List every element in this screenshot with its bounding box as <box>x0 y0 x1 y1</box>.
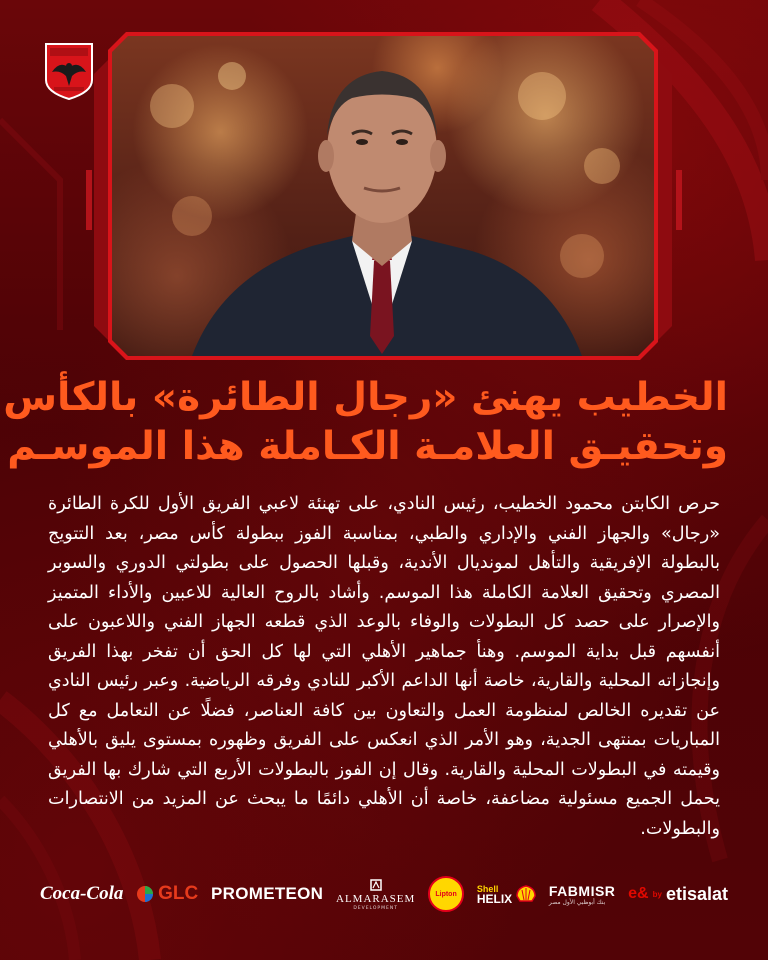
headline <box>3 374 728 472</box>
almarasem-emblem-icon <box>369 878 383 892</box>
almarasem-logo-subtext: DEVELOPMENT <box>353 905 398 911</box>
frame-right-decoration <box>658 60 682 340</box>
article-body: حرص الكابتن محمود الخطيب، رئيس النادي، على تهنئة لاعبي الفريق الأول للكرة الطائرة «رجال» والجهاز الفني والإداري والطبي، بمناسبة الفوز ببطولة كأس مصر، بعد التتويج بالبطولة الإفريقية والتأهل لمونديال الأندية، وقبلها الحصول على بطولتي الدوري والسوبر المصري وتحقيق العلامة الكاملة هذا الموسم. وأشاد بالروح العالية للاعبين والأداء المتميز والإصرار على حصد كل البطولات والوفاء بالوعد الذي قطعه الجهاز الفني واللاعبون على أنفسهم قبل بداية الموسم. وهنأ جماهير الأهلي التي لها كل الحق أن تفخر بهذا الفريق وإنجازاته المحلية والقارية، خاصة أنها الداعم الأكبر للنادي وفرقه الرياضية. وعبر رئيس النادي عن تقديره الخالص لمنظومة العمل والتعاون بين كافة العناصر، فضلًا عن التعامل مع كل المباريات بمنتهى الجدية، وهو الأمر الذي انعكس على الفريق وظهوره بمستوى يليق بالأهلي وقيمته في البطولات المحلية والقارية. وقال إن الفوز بالبطولات الأربع التي شارك بها الفريق يحمل الجميع مسئولية مضاعفة، خاصة أن الأهلي دائمًا ما يبحث عن المزيد من الانتصارات والبطولات. <box>48 494 720 839</box>
eand-logo-text: e& <box>628 885 649 902</box>
sponsor-strip <box>40 872 728 916</box>
fabmisr-logo <box>549 883 616 906</box>
glc-swirl-icon <box>136 885 154 903</box>
shell-helix-logo-text <box>477 884 512 904</box>
frame-left-decoration <box>86 60 108 340</box>
almarasem-logo <box>336 878 415 911</box>
almarasem-logo-text: ALMARASEM <box>336 892 416 905</box>
shell-logo-text: Shell <box>476 884 499 894</box>
helix-logo-text: HELIX <box>476 892 513 906</box>
shell-pecten-icon <box>516 885 536 903</box>
etisalat-logo-text: etisalat <box>665 883 728 904</box>
portrait-figure-illustration <box>112 36 654 356</box>
fabmisr-logo-subtext: بنك أبوظبي الأول مصر <box>548 898 606 906</box>
al-ahly-eagle-crest-icon <box>44 42 94 100</box>
fabmisr-logo-text: FABMISR <box>548 882 616 899</box>
lipton-logo: Lipton <box>428 876 464 912</box>
glc-logo <box>136 883 198 905</box>
glc-logo-text: GLC <box>158 883 199 904</box>
hero-photo-frame <box>108 32 658 360</box>
headline-line-2: وتحقيـق العلامـة الكـاملة هذا الموسـم <box>7 423 728 469</box>
coca-cola-logo: Coca-Cola <box>40 883 124 904</box>
etisalat-by-text: by <box>652 889 662 899</box>
etisalat-logo <box>628 884 728 905</box>
hero-portrait-photo <box>112 36 654 356</box>
headline-line-1: الخطيب يهنئ «رجال الطائرة» بالكأس <box>3 375 728 420</box>
prometeon-logo: PROMETEON <box>211 884 324 903</box>
shell-helix-logo <box>477 884 536 904</box>
